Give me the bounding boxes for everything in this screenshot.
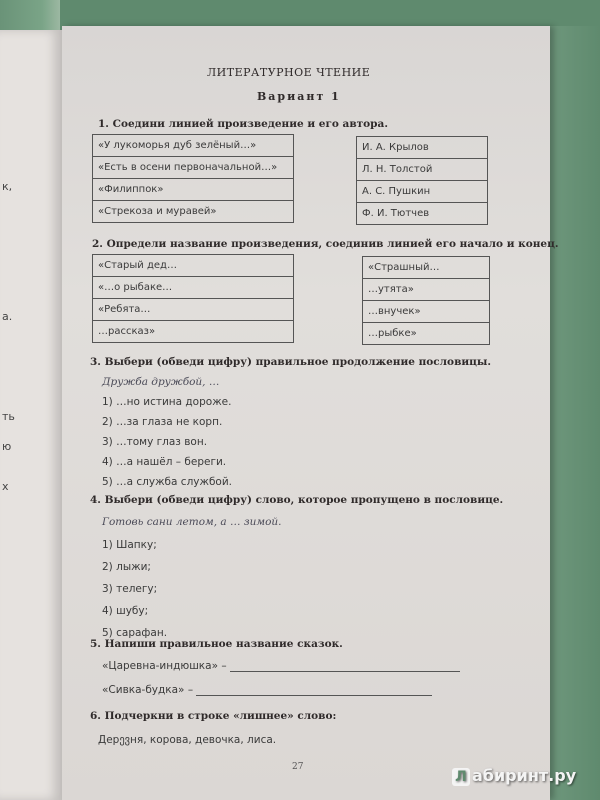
question-1-prompt: 1. Соедини линией произведение и его автора. [98, 118, 388, 130]
q2-starts-table [92, 254, 294, 343]
left-page-edge [0, 30, 62, 800]
q1-work-item: «Есть в осени первоначальной…» [93, 157, 293, 179]
left-page-fragment: х [2, 480, 9, 493]
q1-author-item: И. А. Крылов [357, 137, 487, 159]
q4-option[interactable]: 1) Шапку; [102, 539, 157, 551]
labirint-watermark [452, 766, 576, 786]
left-page-fragment: к, [2, 180, 13, 193]
left-page-fragment: ю [2, 440, 12, 453]
labirint-logo-icon: Л [452, 768, 470, 786]
q1-works-table [92, 134, 294, 223]
q6-words[interactable]: Дерევня, корова, девочка, лиса. [98, 734, 277, 746]
question-4-prompt: 4. Выбери (обведи цифру) слово, которое пропущено в пословице. [90, 494, 504, 506]
q2-start-item: «…о рыбаке… [93, 277, 293, 299]
q2-start-item: «Старый дед… [93, 255, 293, 277]
q1-authors-table [356, 136, 488, 225]
variant-title: Вариант 1 [257, 90, 341, 103]
q2-start-item: «Ребята… [93, 299, 293, 321]
q4-option[interactable]: 2) лыжи; [102, 561, 151, 573]
q2-ends-table [362, 256, 490, 345]
watermark-text: абиринт.ру [472, 766, 577, 785]
background-table [550, 26, 600, 800]
q5-item-1 [102, 656, 460, 676]
q4-proverb: Готовь сани летом, а … зимой. [102, 516, 282, 528]
q3-option[interactable]: 4) …а нашёл – береги. [102, 456, 227, 468]
q1-work-item: «У лукоморья дуб зелёный…» [93, 135, 293, 157]
question-5-prompt: 5. Напиши правильное название сказок. [90, 638, 343, 650]
q5-answer-line[interactable] [196, 685, 432, 696]
q2-end-item: …рыбке» [368, 328, 417, 339]
page-number: 27 [292, 762, 304, 772]
question-6-prompt: 6. Подчеркни в строке «лишнее» слово: [90, 710, 337, 722]
question-3-prompt: 3. Выбери (обведи цифру) правильное продолжение пословицы. [90, 356, 492, 368]
question-2-prompt: 2. Определи название произведения, соединив линией его начало и конец. [92, 238, 559, 250]
left-page-fragment: ть [2, 410, 15, 423]
left-page-fragment: а. [2, 310, 13, 323]
q1-work-item: «Филиппок» [93, 179, 293, 201]
q4-option[interactable]: 5) сарафан. [102, 627, 168, 639]
q1-author-item: Ф. И. Тютчев [362, 208, 430, 219]
q3-option[interactable]: 5) …а служба службой. [102, 476, 233, 488]
q1-author-item: А. С. Пушкин [357, 181, 487, 203]
q3-options [102, 392, 232, 492]
q2-start-item: …рассказ» [98, 326, 156, 337]
q5-answer-line[interactable] [230, 661, 460, 672]
q3-option[interactable]: 2) …за глаза не корп. [102, 416, 223, 428]
q4-option[interactable]: 3) телегу; [102, 583, 158, 595]
q4-option[interactable]: 4) шубу; [102, 605, 149, 617]
q2-end-item: …утята» [363, 279, 489, 301]
q5-item-label: «Сивка-будка» – [102, 684, 194, 696]
q2-end-item: …внучек» [363, 301, 489, 323]
workbook-page [62, 26, 559, 800]
page-subject: ЛИТЕРАТУРНОЕ ЧТЕНИЕ [207, 66, 371, 79]
q1-work-item: «Стрекоза и муравей» [98, 206, 217, 217]
q3-proverb: Дружба дружбой, … [102, 376, 220, 388]
q5-item-label: «Царевна-индюшка» – [102, 660, 227, 672]
q1-author-item: Л. Н. Толстой [357, 159, 487, 181]
q5-item-2 [102, 680, 432, 700]
q4-options [102, 534, 167, 644]
q2-end-item: «Страшный… [363, 257, 489, 279]
q3-option[interactable]: 3) …тому глаз вон. [102, 436, 208, 448]
q3-option[interactable]: 1) …но истина дороже. [102, 396, 232, 408]
